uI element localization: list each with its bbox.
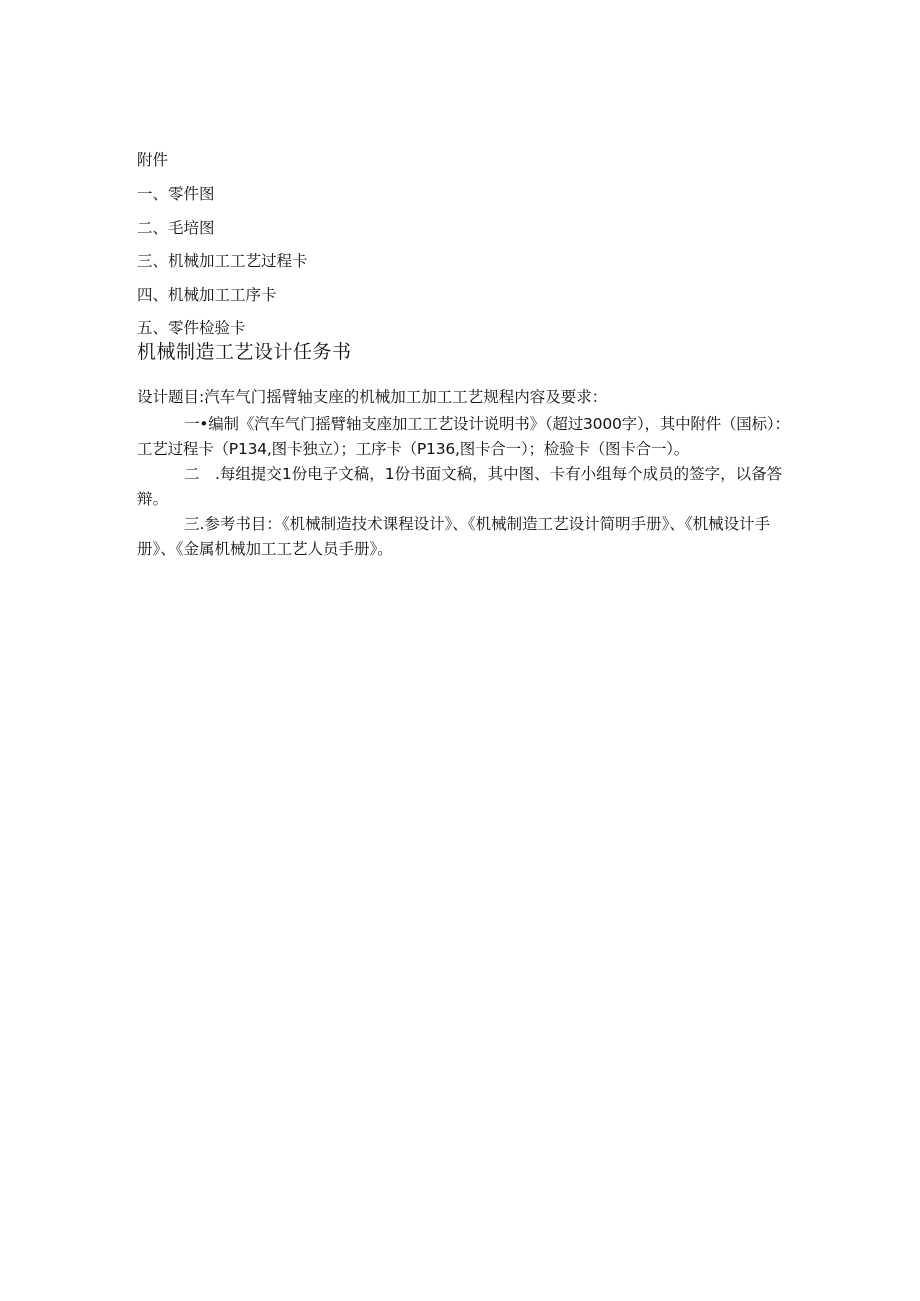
attachment-item-blank-drawing: 二、毛培图 xyxy=(137,218,215,237)
attachment-item-operation-card: 四、机械加工工序卡 xyxy=(137,285,277,304)
attachment-item-process-card: 三、机械加工工艺过程卡 xyxy=(137,252,308,270)
document-page xyxy=(137,150,797,562)
attachment-item-part-drawing: 一、零件图 xyxy=(137,185,215,203)
requirement-1: 一•编制《汽车气门摇臂轴支座加工工艺设计说明书》（超过3000字），其中附件（国标）：工艺过程卡（P134,图卡独立）；工序卡（P136,图卡合一）；检验卡（图卡合一）。 xyxy=(137,414,790,458)
attachments-heading: 附件 xyxy=(137,151,169,169)
requirement-2: 二 .每组提交1份电子文稿，1份书面文稿，其中图、卡有小组每个成员的签字，以备答辩。 xyxy=(137,464,783,508)
attachment-item-inspection-card: 五、零件检验卡 xyxy=(137,319,246,337)
document-title: 机械制造工艺设计任务书 xyxy=(137,340,352,363)
requirement-3-references: 三.参考书目：《机械制造技术课程设计》、《机械制造工艺设计简明手册》、《机械设计手册》、《金属机械加工工艺人员手册》。 xyxy=(137,514,771,558)
design-subject-line: 设计题目:汽车气门摇臂轴支座的机械加工加工工艺规程内容及要求： xyxy=(137,387,608,406)
